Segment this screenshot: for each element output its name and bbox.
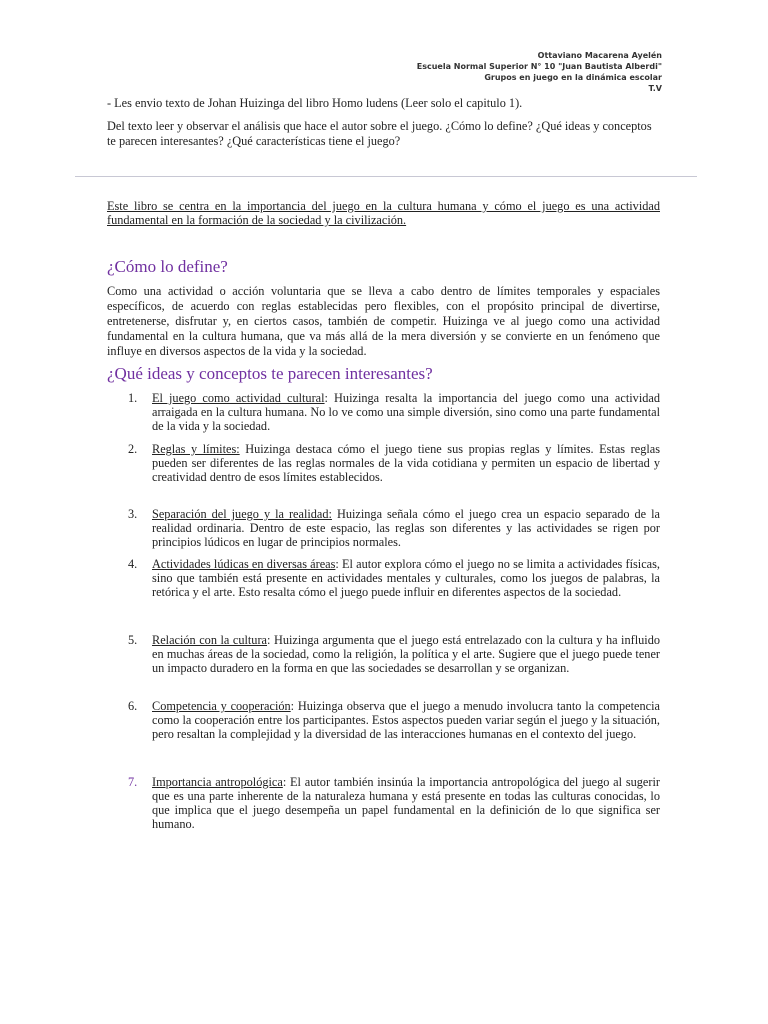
ideas-heading: ¿Qué ideas y conceptos te parecen interesantes? — [107, 364, 433, 383]
item-term: Actividades lúdicas en diversas áreas — [152, 557, 336, 571]
item-text: : El autor explora cómo el juego no se limita a actividades físicas, sino que también está presente en actividades mentales y culturales, como los juegos de palabras, la retórica y el arte. Esto resalta cómo el juego puede influir en diferentes aspectos de la sociedad. — [152, 557, 660, 599]
item-text: : Huizinga resalta la importancia del juego como una actividad arraigada en la cultura humana. No lo ve como una simple diversión, sino como una parte fundamental de la vida y la sociedad. — [152, 391, 660, 433]
document-header — [417, 50, 662, 94]
item-term: Reglas y límites: — [152, 442, 240, 456]
list-item: 3. Separación del juego y la realidad: Huizinga señala cómo el juego crea un espacio separado de la realidad ordinaria. Dentro de este espacio, las reglas son diferentes y las actividades se rigen por principios lúdicos en lugar de principios normales. — [128, 507, 660, 549]
course-code: T.V — [648, 84, 662, 93]
item-text: : Huizinga observa que el juego a menudo involucra tanto la competencia como la cooperación entre los participantes. Estos aspectos pueden variar según el juego y la situación, pero resaltan la complejidad y la diversidad de las interacciones humanas en el contexto del juego. — [152, 699, 660, 741]
list-item: 5. Relación con la cultura: Huizinga argumenta que el juego está entrelazado con la cultura y ha influido en muchas áreas de la sociedad, como la religión, la política y el arte. Sugiere que el juego puede tener un impacto duradero en la forma en que las sociedades se desarrollan y se organizan. — [128, 633, 660, 675]
item-text: Huizinga destaca cómo el juego tiene sus propias reglas y límites. Estas reglas pueden ser diferentes de las reglas normales de la vida cotidiana y permiten un espacio de libertad y creatividad dentro de esos límites establecidos. — [152, 442, 661, 484]
course-name: Grupos en juego en la dinámica escolar — [484, 73, 662, 82]
thesis-paragraph: Este libro se centra en la importancia del juego en la cultura humana y cómo el juego es una actividad fundamental en la formación de la sociedad y la civilización. — [107, 199, 660, 227]
intro-questions: Del texto leer y observar el análisis que hace el autor sobre el juego. ¿Cómo lo define? ¿Qué ideas y conceptos te parecen interesantes? ¿Qué características tiene el juego? — [107, 119, 652, 148]
list-item: 2. Reglas y límites: Huizinga destaca cómo el juego tiene sus propias reglas y límites. Estas reglas pueden ser diferentes de las reglas normales de la vida cotidiana y permiten un espacio de libertad y creatividad dentro de esos límites establecidos. — [128, 442, 661, 484]
list-item: 7. Importancia antropológica: El autor también insinúa la importancia antropológica del juego al sugerir que es una parte inherente de la naturaleza humana y está presente en todas las culturas conocidas, lo que implica que el juego desempeña un papel fundamental en la definición de lo que significa ser humano. — [128, 775, 660, 831]
item-term: Importancia antropológica — [152, 775, 283, 789]
define-paragraph: Como una actividad o acción voluntaria que se lleva a cabo dentro de límites temporales y espaciales específicos, de acuerdo con reglas establecidas pero flexibles, con el propósito principal de divertirse, entretenerse, disfrutar y, en ciertos casos, también de competir. Huizinga ve al juego como una actividad fundamental en la cultura humana, que va más allá de la mera diversión y se convierte en un fenómeno que influye en diversos aspectos de la vida y la sociedad. — [107, 284, 660, 358]
list-item: 4. Actividades lúdicas en diversas áreas: El autor explora cómo el juego no se limita a actividades físicas, sino que también está presente en actividades mentales y culturales, como los juegos de palabras, la retórica y el arte. Esto resalta cómo el juego puede influir en diferentes aspectos de la sociedad. — [128, 557, 660, 599]
define-heading: ¿Cómo lo define? — [107, 257, 228, 276]
item-term: El juego como actividad cultural — [152, 391, 325, 405]
item-term: Separación del juego y la realidad: — [152, 507, 332, 521]
item-term: Competencia y cooperación — [152, 699, 291, 713]
intro-instruction: - Les envio texto de Johan Huizinga del libro Homo ludens (Leer solo el capitulo 1). — [107, 96, 523, 110]
item-text: : El autor también insinúa la importancia antropológica del juego al sugerir que es una parte inherente de la naturaleza humana y está presente en todas las culturas conocidas, lo que implica que el juego desempeña un papel fundamental en la definición de lo que significa ser humano. — [152, 775, 660, 831]
author-name: Ottaviano Macarena Ayelén — [537, 51, 662, 60]
item-term: Relación con la cultura — [152, 633, 268, 647]
item-text: : Huizinga argumenta que el juego está entrelazado con la cultura y ha influido en muchas áreas de la sociedad, como la religión, la política y el arte. Sugiere que el juego puede tener un impacto duradero en la forma en que las sociedades se desarrollan y se organizan. — [152, 633, 660, 675]
school-name: Escuela Normal Superior N° 10 "Juan Bautista Alberdi" — [416, 62, 662, 71]
list-item: 6. Competencia y cooperación: Huizinga observa que el juego a menudo involucra tanto la competencia como la cooperación entre los participantes. Estos aspectos pueden variar según el juego y la situación, pero resaltan la complejidad y la diversidad de las interacciones humanas en el contexto del juego. — [128, 699, 660, 741]
list-item: 1. El juego como actividad cultural: Huizinga resalta la importancia del juego como una actividad arraigada en la cultura humana. No lo ve como una simple diversión, sino como una parte fundamental de la vida y la sociedad. — [128, 391, 660, 433]
section-divider — [75, 176, 697, 177]
item-text: Huizinga señala cómo el juego crea un espacio separado de la realidad ordinaria. Dentro de este espacio, las reglas son diferentes y las actividades se rigen por principios lúdicos en lugar de principios normales. — [152, 507, 660, 549]
